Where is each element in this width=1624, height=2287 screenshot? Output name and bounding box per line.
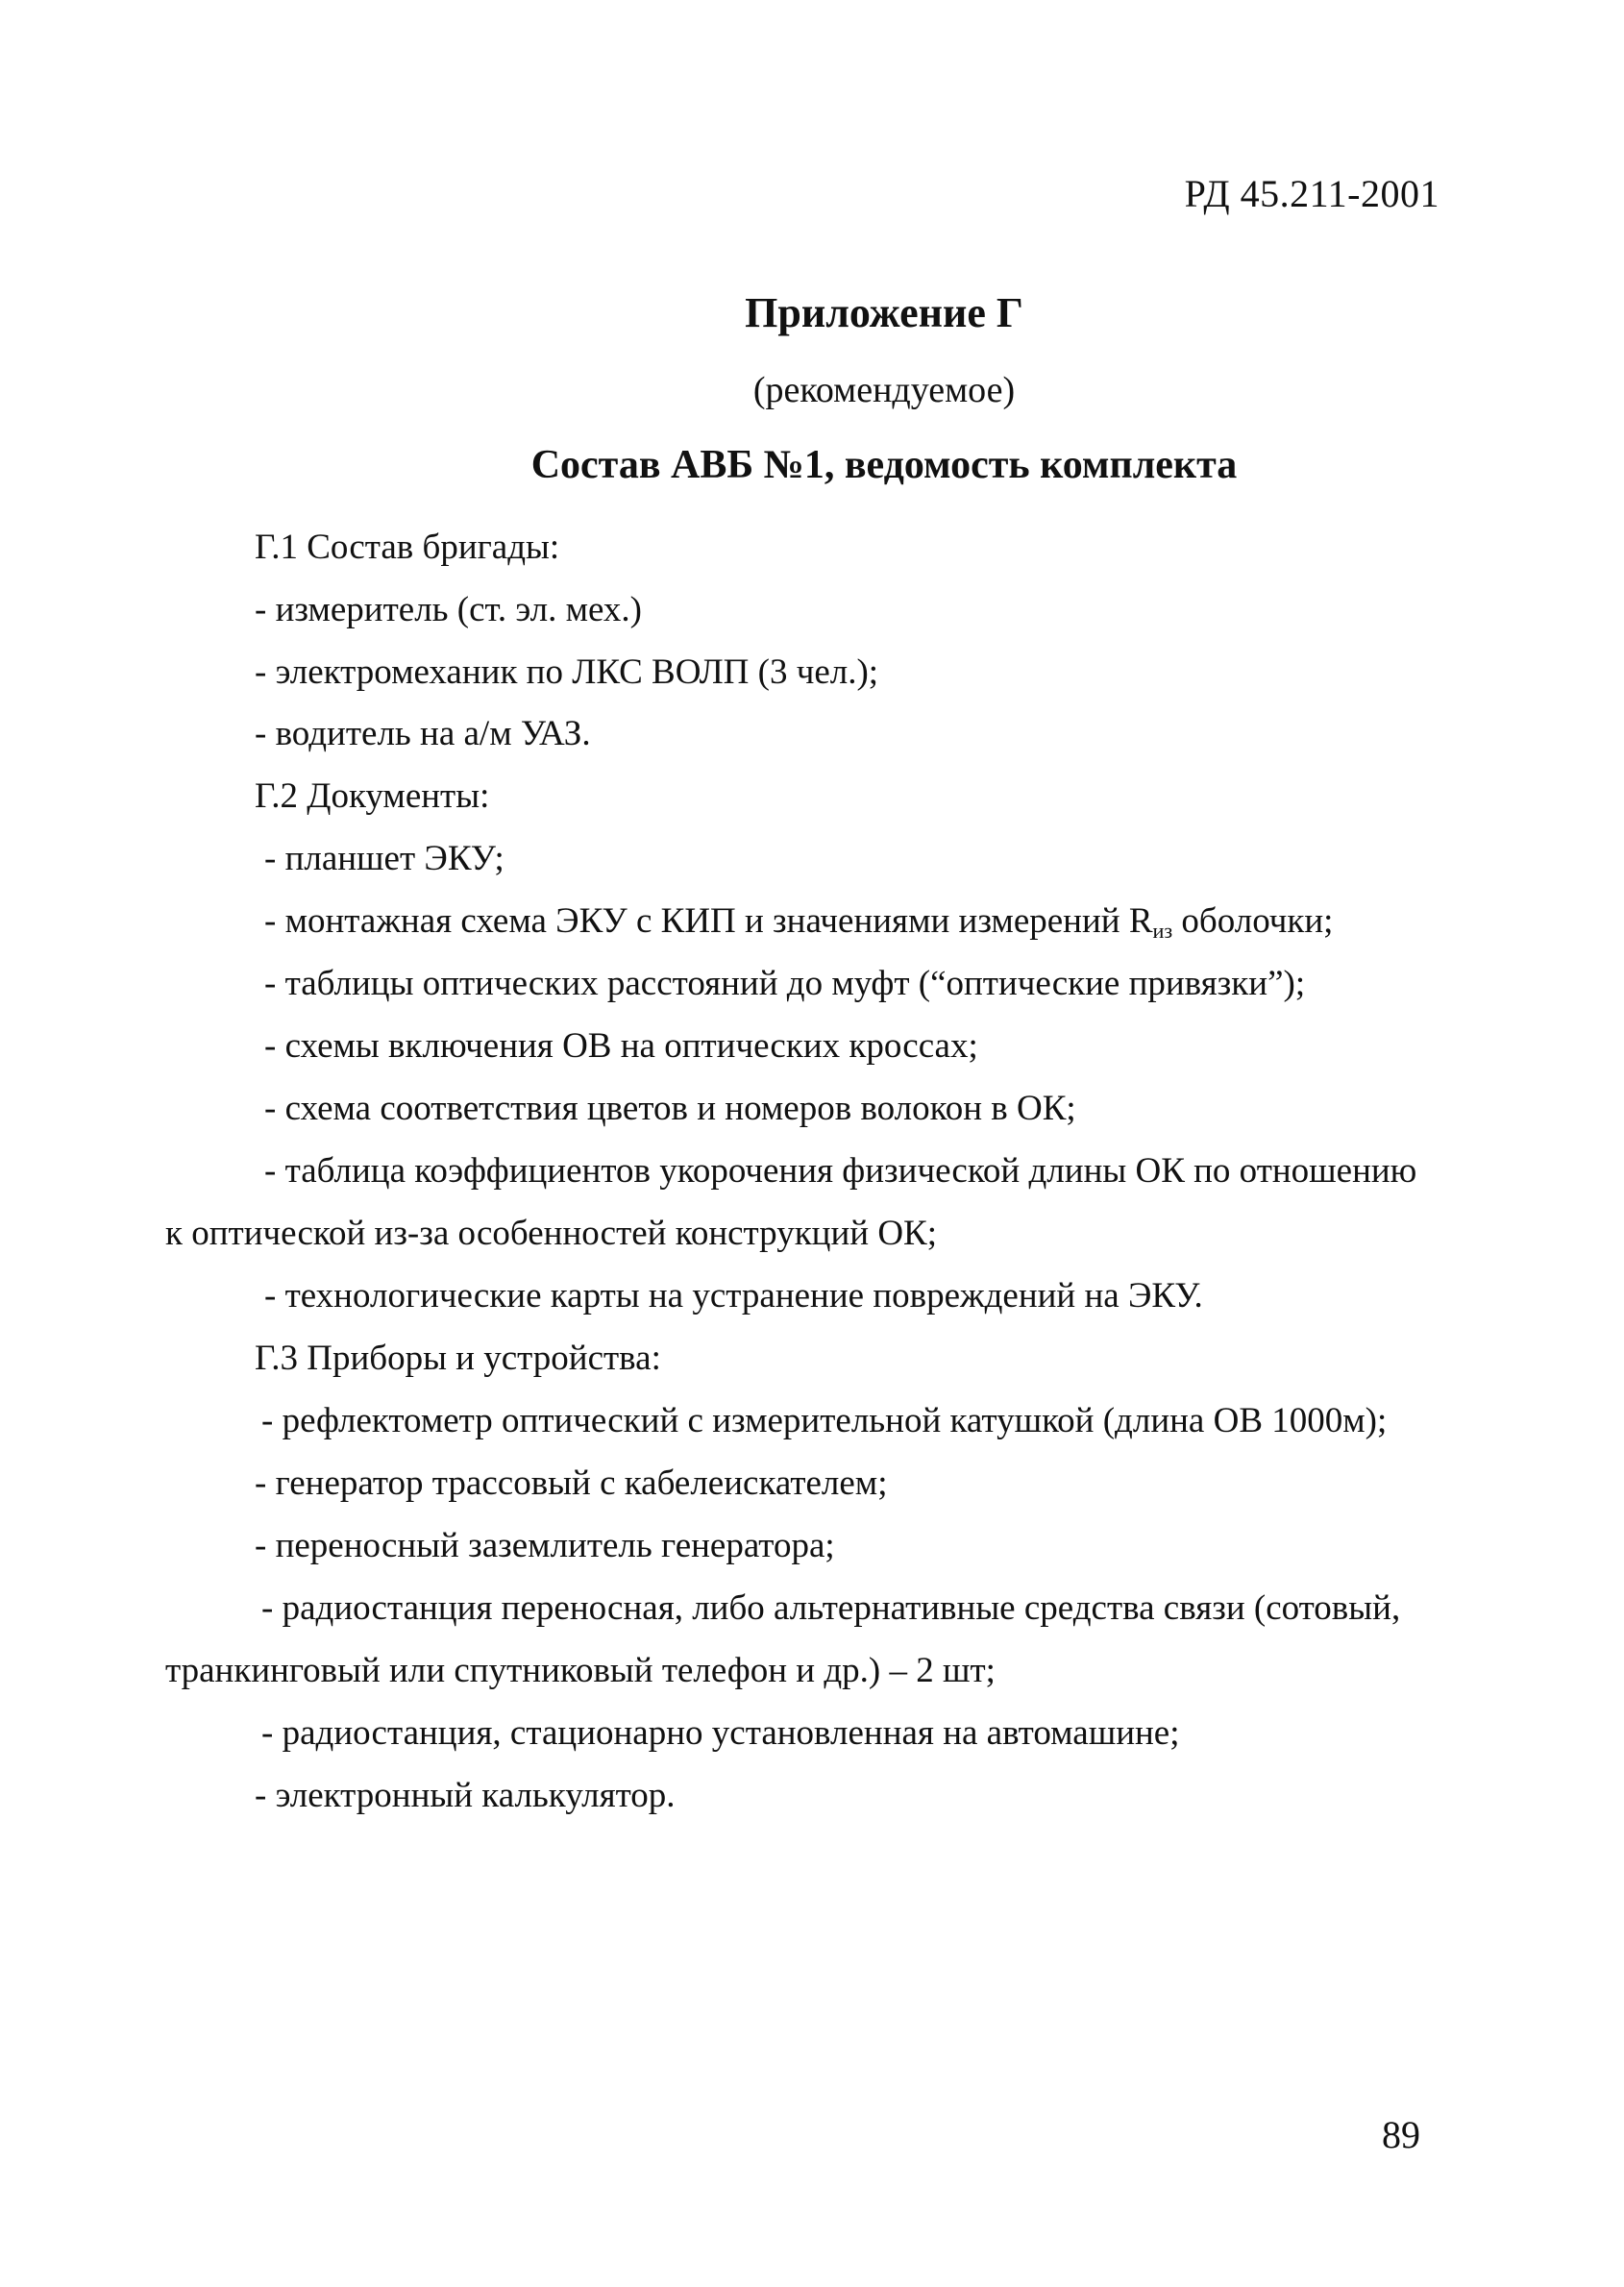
section-g3-item: - генератор трассовый с кабелеискателем;: [255, 1463, 888, 1503]
section-g1-heading: Г.1 Состав бригады:: [255, 528, 560, 567]
section-g2-item: - таблицы оптических расстояний до муфт (“оптические привязки”);: [264, 964, 1306, 1003]
section-g2-item-text: оболочки;: [1172, 901, 1334, 941]
section-g2-item: - технологические карты на устранение повреждений на ЭКУ.: [264, 1276, 1203, 1316]
section-g2-item-text: - монтажная схема ЭКУ с КИП и значениями измерений R: [264, 901, 1153, 941]
appendix-note: (рекомендуемое): [752, 370, 1016, 410]
section-g3-item: - радиостанция переносная, либо альтернативные средства связи (сотовый,: [261, 1588, 1401, 1628]
section-g3-item: - электронный калькулятор.: [255, 1776, 676, 1815]
section-g3-item-continuation: транкинговый или спутниковый телефон и др.) – 2 шт;: [165, 1651, 996, 1690]
section-g1-item: - измеритель (ст. эл. мех.): [255, 590, 643, 629]
document-code: РД 45.211-2001: [1184, 172, 1439, 215]
section-g2-item: - планшет ЭКУ;: [264, 839, 504, 878]
section-g2-item: [264, 900, 1333, 944]
appendix-subtitle: Состав АВБ №1, ведомость комплекта: [530, 443, 1238, 487]
section-g3-item: - радиостанция, стационарно установленная на автомашине;: [261, 1713, 1180, 1753]
appendix-title: Приложение Г: [745, 289, 1023, 336]
section-g1-item: - электромеханик по ЛКС ВОЛП (3 чел.);: [255, 652, 879, 692]
subscript-text: из: [1152, 919, 1173, 943]
section-g1-item: - водитель на а/м УАЗ.: [255, 714, 591, 753]
section-g3-item: - рефлектометр оптический с измерительной катушкой (длина ОВ 1000м);: [261, 1401, 1388, 1440]
page-number: 89: [1382, 2113, 1420, 2156]
section-g3-heading: Г.3 Приборы и устройства:: [255, 1339, 661, 1378]
section-g2-item: - схема соответствия цветов и номеров волокон в ОК;: [264, 1089, 1076, 1128]
section-g2-heading: Г.2 Документы:: [255, 776, 490, 816]
section-g3-item: - переносный заземлитель генератора;: [255, 1526, 835, 1565]
section-g2-item-continuation: к оптической из-за особенностей конструкций ОК;: [165, 1214, 937, 1253]
section-g2-item: - схемы включения ОВ на оптических кроссах;: [264, 1026, 978, 1066]
section-g2-item: - таблица коэффициентов укорочения физической длины ОК по отношению: [264, 1151, 1417, 1191]
